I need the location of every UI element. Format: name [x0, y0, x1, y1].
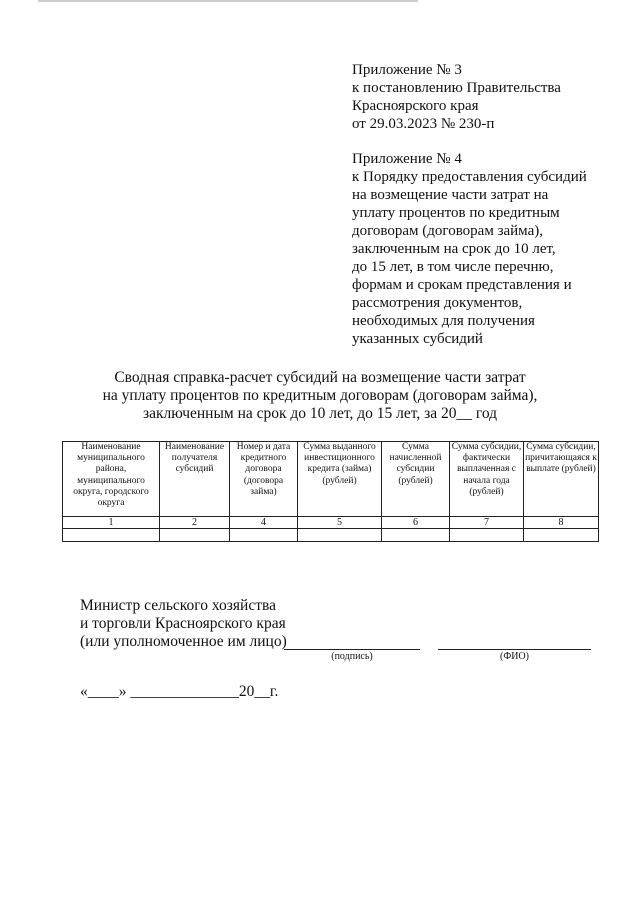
header-cell-accrued-subsidy: Сумма начисленной субсидии (рублей): [382, 442, 450, 517]
appendix-line: формам и срокам представления и: [352, 277, 572, 293]
header-cell-district: Наименование муниципального района, муниципального округа, городского округа: [63, 442, 160, 517]
table-header-row: [63, 442, 599, 517]
table-number-row: [63, 517, 599, 529]
appendix-line: необходимых для получения: [352, 313, 535, 329]
column-number: 7: [450, 517, 524, 529]
name-field-line: [438, 649, 591, 650]
empty-cell: [160, 529, 230, 542]
subsidy-table: [62, 441, 599, 542]
appendix-order-header: [352, 150, 587, 348]
signatory-line: и торговли Красноярского края: [80, 615, 286, 632]
appendix-line: на возмещение части затрат на: [352, 187, 549, 203]
appendix-main-header: [352, 61, 561, 133]
empty-cell: [450, 529, 524, 542]
empty-cell: [382, 529, 450, 542]
appendix-line: Красноярского края: [352, 98, 479, 114]
appendix-line: Приложение № 3: [352, 62, 462, 78]
signatory-line: Министр сельского хозяйства: [80, 597, 276, 614]
header-cell-contract: Номер и дата кредитного договора (договора займа): [230, 442, 298, 517]
appendix-line: уплату процентов по кредитным: [352, 205, 560, 221]
empty-cell: [298, 529, 382, 542]
appendix-line: от 29.03.2023 № 230-п: [352, 116, 495, 132]
column-number: 5: [298, 517, 382, 529]
empty-cell: [524, 529, 599, 542]
name-caption: (ФИО): [499, 651, 529, 662]
appendix-line: до 15 лет, в том числе перечню,: [352, 259, 554, 275]
date-line: «____» ______________20__г.: [80, 683, 279, 700]
appendix-line: рассмотрения документов,: [352, 295, 523, 311]
table-empty-row: [63, 529, 599, 542]
header-cell-paid-subsidy: Сумма субсидии, фактически выплаченная с начала года (рублей): [450, 442, 524, 517]
header-cell-recipient: Наименование получателя субсидий: [160, 442, 230, 517]
appendix-line: к постановлению Правительства: [352, 80, 561, 96]
signatory-line: (или уполномоченное им лицо): [80, 633, 287, 650]
empty-cell: [230, 529, 298, 542]
title-line: Сводная справка-расчет субсидий на возмещение части затрат: [114, 369, 526, 386]
appendix-line: Приложение № 4: [352, 151, 462, 167]
column-number: 8: [524, 517, 599, 529]
title-line: на уплату процентов по кредитным договорам (договорам займа),: [102, 387, 538, 404]
appendix-line: договорам (договорам займа),: [352, 223, 543, 239]
signature-field-line: [284, 649, 420, 650]
column-number: 1: [63, 517, 160, 529]
signature-caption: (подпись): [331, 651, 373, 662]
column-number: 2: [160, 517, 230, 529]
column-number: 6: [382, 517, 450, 529]
scan-edge-line: [38, 0, 418, 2]
appendix-line: заключенным на срок до 10 лет,: [352, 241, 556, 257]
column-number: 4: [230, 517, 298, 529]
appendix-line: к Порядку предоставления субсидий: [352, 169, 587, 185]
appendix-line: указанных субсидий: [352, 331, 483, 347]
signatory-block: [80, 597, 287, 651]
header-cell-credit-amount: Сумма выданного инвестиционного кредита (займа) (рублей): [298, 442, 382, 517]
title-line: заключенным на срок до 10 лет, до 15 лет, за 20__ год: [142, 405, 498, 422]
empty-cell: [63, 529, 160, 542]
document-title: [0, 369, 640, 423]
header-cell-due-subsidy: Сумма субсидии, причитающаяся к выплате (рублей): [524, 442, 599, 517]
